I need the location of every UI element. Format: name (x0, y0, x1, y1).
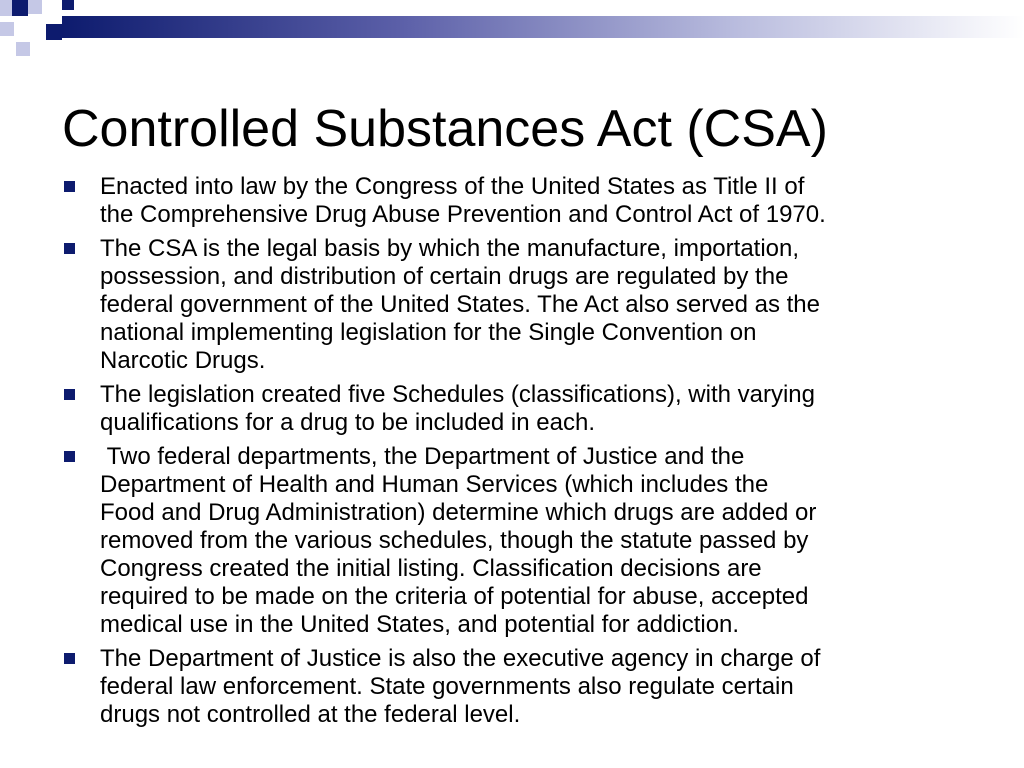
bullet-item (62, 235, 972, 375)
bullet-line: Congress created the initial listing. Classification decisions are (100, 555, 762, 582)
bullet-line: Two federal departments, the Department of Justice and the (100, 443, 745, 470)
bullet-line: federal government of the United States. The Act also served as the (100, 291, 820, 318)
decorative-square (0, 0, 12, 16)
bullet-text (100, 645, 972, 729)
bullet-text (100, 235, 972, 375)
square-bullet-icon (64, 181, 75, 192)
bullet-line: possession, and distribution of certain drugs are regulated by the (100, 263, 789, 290)
bullet-line: Department of Health and Human Services (which includes the (100, 471, 769, 498)
square-bullet-icon (64, 653, 75, 664)
bullet-line: Narcotic Drugs. (100, 347, 266, 374)
bullet-line: federal law enforcement. State governments also regulate certain (100, 673, 794, 700)
bullet-line: medical use in the United States, and potential for addiction. (100, 611, 740, 638)
bullet-line: The Department of Justice is also the executive agency in charge of (100, 645, 821, 672)
bullet-line: required to be made on the criteria of potential for abuse, accepted (100, 583, 809, 610)
slide-title: Controlled Substances Act (CSA) (62, 100, 828, 158)
decorative-square (28, 0, 42, 14)
square-bullet-icon (64, 389, 75, 400)
bullet-line: removed from the various schedules, though the statute passed by (100, 527, 809, 554)
bullet-list (62, 173, 972, 735)
header-gradient-bar (62, 16, 1024, 38)
decorative-square (16, 42, 30, 56)
bullet-line: The CSA is the legal basis by which the manufacture, importation, (100, 235, 800, 262)
bullet-line: Enacted into law by the Congress of the United States as Title II of (100, 173, 805, 200)
bullet-item (62, 443, 972, 639)
decorative-square (12, 0, 28, 16)
bullet-line: The legislation created five Schedules (classifications), with varying (100, 381, 815, 408)
bullet-line: drugs not controlled at the federal level. (100, 701, 521, 728)
bullet-line: Food and Drug Administration) determine which drugs are added or (100, 499, 817, 526)
decorative-square (0, 22, 14, 36)
bullet-line: national implementing legislation for the Single Convention on (100, 319, 757, 346)
decorative-square (46, 24, 62, 40)
square-bullet-icon (64, 243, 75, 254)
bullet-item (62, 645, 972, 729)
bullet-item (62, 381, 972, 437)
decorative-square (62, 0, 74, 10)
bullet-line: the Comprehensive Drug Abuse Prevention and Control Act of 1970. (100, 201, 826, 228)
bullet-line: qualifications for a drug to be included in each. (100, 409, 595, 436)
bullet-item (62, 173, 972, 229)
bullet-text (100, 443, 972, 639)
square-bullet-icon (64, 451, 75, 462)
bullet-text (100, 381, 972, 437)
bullet-text (100, 173, 972, 229)
